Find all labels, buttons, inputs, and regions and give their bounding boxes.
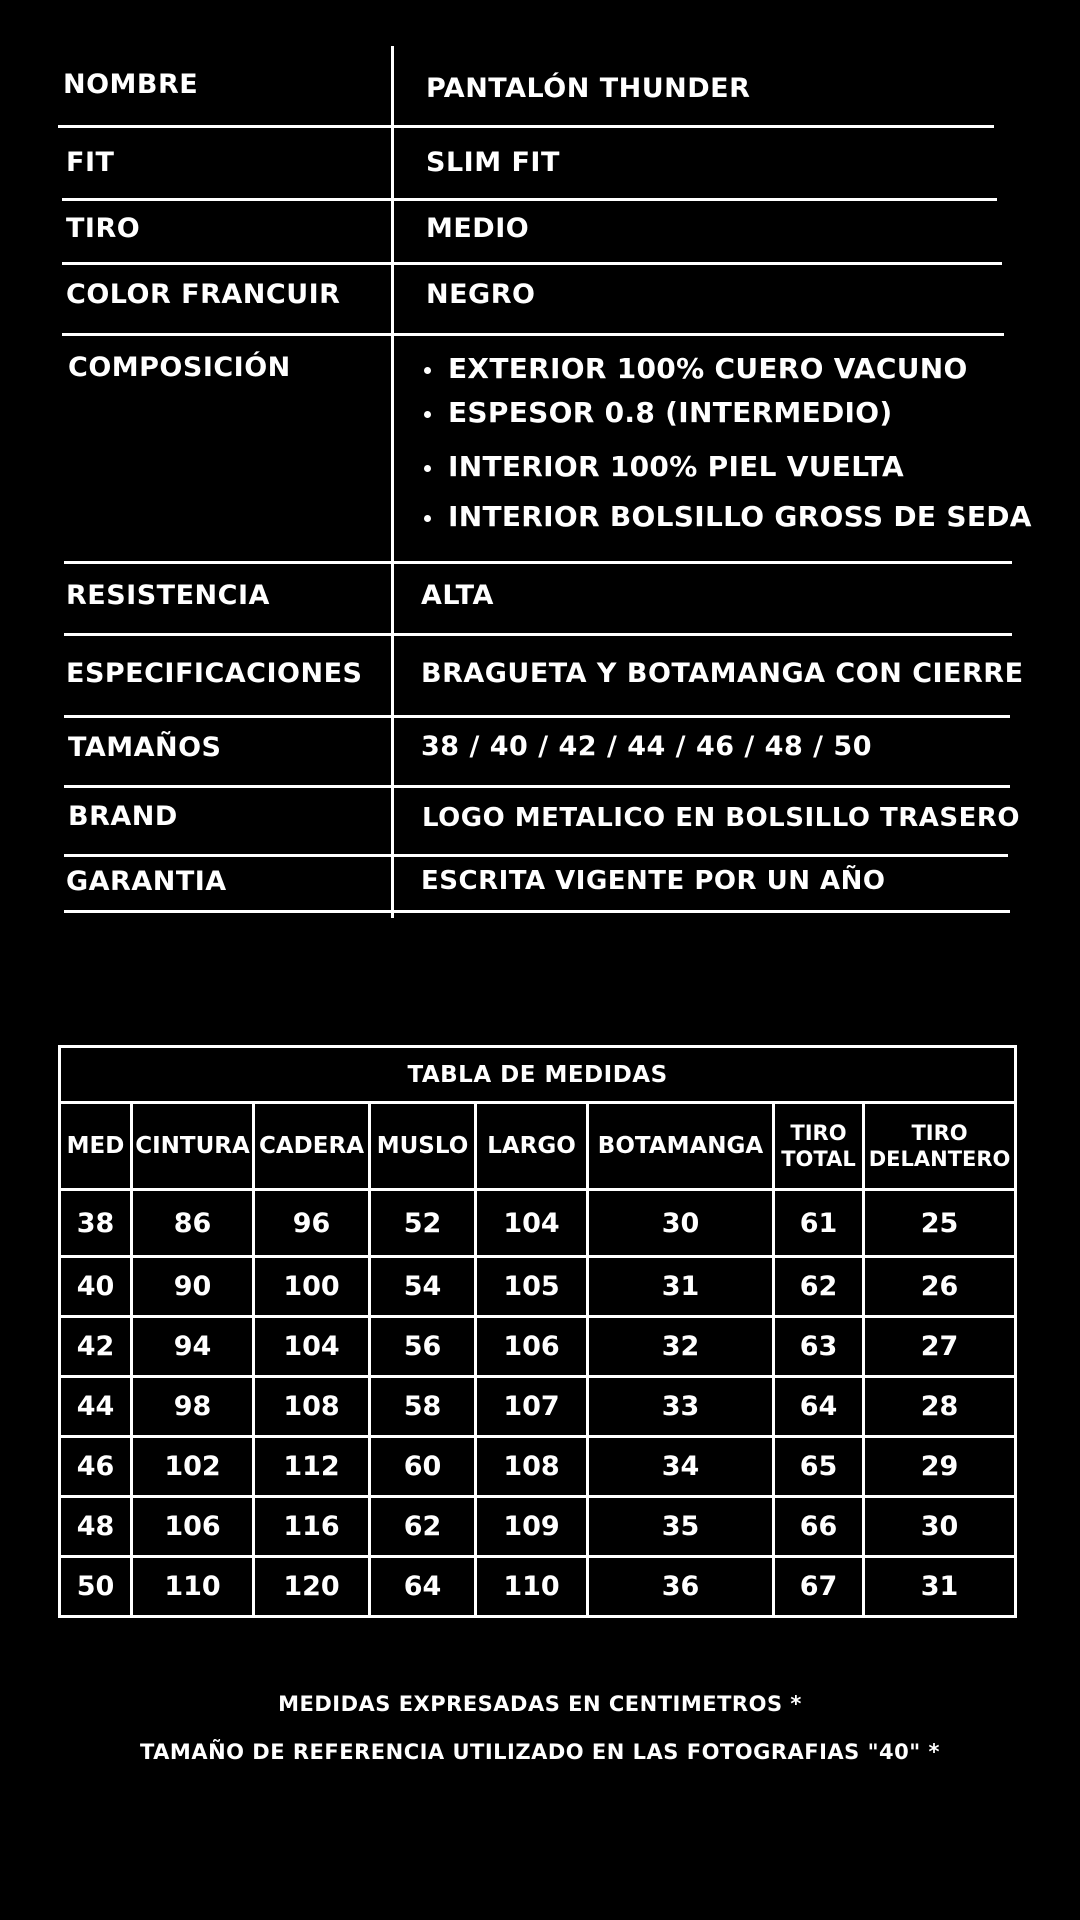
product-spec-sheet [0,0,1080,920]
table-cell: 52 [370,1190,476,1257]
spec-value-tiro: MEDIO [426,213,530,244]
spec-value-fit: SLIM FIT [426,147,560,178]
composition-item: INTERIOR BOLSILLO GROSS DE SEDA [424,500,1032,534]
reference-size-note: TAMAÑO DE REFERENCIA UTILIZADO EN LAS FOTOGRAFIAS "40" * [139,1740,941,1764]
column-header: BOTAMANGA [588,1103,774,1190]
measurements-body [60,1190,1016,1617]
table-cell: 44 [60,1377,132,1437]
spec-value-garantia: ESCRITA VIGENTE POR UN AÑO [421,866,886,896]
measurements-table [58,1045,1017,1618]
spec-value-color: NEGRO [426,279,536,310]
table-cell: 36 [588,1557,774,1617]
spec-separator [62,198,997,201]
table-cell: 86 [132,1190,254,1257]
spec-value-brand: LOGO METALICO EN BOLSILLO TRASERO [422,803,1020,833]
table-cell: 120 [254,1557,370,1617]
column-header-line: TIRO [911,1121,968,1145]
table-cell: 107 [476,1377,588,1437]
table-cell: 108 [254,1377,370,1437]
table-cell: 100 [254,1257,370,1317]
table-cell: 35 [588,1497,774,1557]
units-note: MEDIDAS EXPRESADAS EN CENTIMETROS * [278,1692,802,1716]
table-cell: 108 [476,1437,588,1497]
spec-label-resistencia: RESISTENCIA [66,580,270,611]
spec-separator [64,561,1012,564]
table-row [60,1377,1016,1437]
column-header: CINTURA [132,1103,254,1190]
table-row [60,1190,1016,1257]
spec-separator [64,715,1010,718]
table-cell: 31 [864,1557,1016,1617]
table-cell: 64 [774,1377,864,1437]
spec-separator [58,125,994,128]
table-cell: 94 [132,1317,254,1377]
table-cell: 65 [774,1437,864,1497]
table-cell: 28 [864,1377,1016,1437]
column-header-line: TOTAL [781,1147,856,1171]
table-cell: 27 [864,1317,1016,1377]
table-cell: 66 [774,1497,864,1557]
table-cell: 90 [132,1257,254,1317]
table-cell: 64 [370,1557,476,1617]
table-cell: 106 [476,1317,588,1377]
table-row [60,1317,1016,1377]
measurements-table-title: TABLA DE MEDIDAS [60,1047,1016,1103]
table-cell: 32 [588,1317,774,1377]
spec-label-brand: BRAND [68,801,178,832]
spec-separator [64,854,1008,857]
table-cell: 54 [370,1257,476,1317]
table-cell: 31 [588,1257,774,1317]
table-cell: 102 [132,1437,254,1497]
spec-value-tamanos: 38 / 40 / 42 / 44 / 46 / 48 / 50 [421,731,872,762]
table-cell: 104 [254,1317,370,1377]
table-cell: 30 [588,1190,774,1257]
table-cell: 33 [588,1377,774,1437]
column-header: LARGO [476,1103,588,1190]
spec-value-nombre: PANTALÓN THUNDER [426,73,751,104]
table-cell: 62 [370,1497,476,1557]
spec-separator [62,262,1002,265]
table-cell: 60 [370,1437,476,1497]
table-cell: 61 [774,1190,864,1257]
spec-label-tamanos: TAMAÑOS [68,732,222,763]
spec-composition-list [424,352,1032,544]
column-header: CADERA [254,1103,370,1190]
table-cell: 109 [476,1497,588,1557]
table-cell: 40 [60,1257,132,1317]
spec-separator [62,333,1004,336]
table-cell: 62 [774,1257,864,1317]
column-header-line: TIRO [790,1121,847,1145]
composition-item: ESPESOR 0.8 (INTERMEDIO) [424,396,1032,430]
table-cell: 67 [774,1557,864,1617]
table-cell: 56 [370,1317,476,1377]
table-cell: 106 [132,1497,254,1557]
spec-label-nombre: NOMBRE [63,69,199,100]
spec-label-fit: FIT [66,147,115,178]
spec-label-tiro: TIRO [66,213,141,244]
composition-item: INTERIOR 100% PIEL VUELTA [424,450,1032,484]
table-cell: 26 [864,1257,1016,1317]
table-cell: 34 [588,1437,774,1497]
table-cell: 105 [476,1257,588,1317]
spec-separator [64,633,1012,636]
column-header-line: DELANTERO [868,1147,1011,1171]
table-cell: 110 [132,1557,254,1617]
column-header [774,1103,864,1190]
table-cell: 38 [60,1190,132,1257]
table-cell: 63 [774,1317,864,1377]
measurements-header-row [60,1103,1016,1190]
column-header: MED [60,1103,132,1190]
column-header: MUSLO [370,1103,476,1190]
table-cell: 46 [60,1437,132,1497]
table-row [60,1257,1016,1317]
table-cell: 50 [60,1557,132,1617]
table-cell: 104 [476,1190,588,1257]
spec-label-garantia: GARANTIA [66,866,227,897]
spec-separator [64,785,1010,788]
table-cell: 112 [254,1437,370,1497]
spec-value-especificaciones: BRAGUETA Y BOTAMANGA CON CIERRE [421,658,1024,689]
table-cell: 116 [254,1497,370,1557]
table-cell: 30 [864,1497,1016,1557]
spec-label-especificaciones: ESPECIFICACIONES [66,658,363,689]
table-cell: 29 [864,1437,1016,1497]
table-row [60,1497,1016,1557]
table-cell: 98 [132,1377,254,1437]
table-cell: 58 [370,1377,476,1437]
table-row [60,1557,1016,1617]
table-cell: 110 [476,1557,588,1617]
spec-label-color: COLOR FRANCUIR [66,279,341,310]
table-cell: 48 [60,1497,132,1557]
table-cell: 42 [60,1317,132,1377]
table-cell: 25 [864,1190,1016,1257]
spec-value-resistencia: ALTA [421,580,494,611]
spec-separator [64,910,1010,913]
table-cell: 96 [254,1190,370,1257]
table-row [60,1437,1016,1497]
composition-item: EXTERIOR 100% CUERO VACUNO [424,352,1032,386]
column-header [864,1103,1016,1190]
spec-label-composicion: COMPOSICIÓN [68,352,291,383]
